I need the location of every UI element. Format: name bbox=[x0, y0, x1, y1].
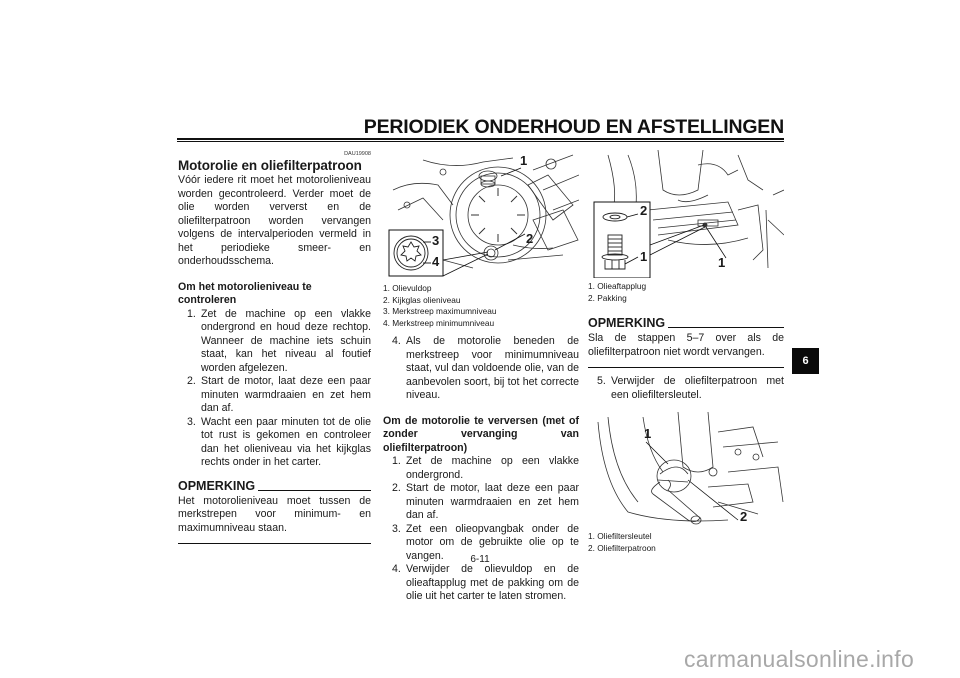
subheading-check-level: Om het motorolieniveau te controleren bbox=[178, 280, 312, 306]
chapter-tab: 6 bbox=[792, 348, 819, 374]
step-item: 4. Verwijder de olievuldop en de olieaftapplug met de pakking om de olie uit het carter te laten stromen. bbox=[392, 563, 579, 602]
header-rule-thin bbox=[177, 141, 784, 142]
caption-item: 1. Olieaftapplug bbox=[588, 281, 647, 291]
note-end-rule bbox=[178, 543, 371, 544]
caption-item: 1. Oliefiltersleutel bbox=[588, 531, 652, 541]
note-rule bbox=[668, 327, 784, 328]
note-text: Sla de stappen 5–7 over als de oliefilterpatroon niet wordt vervangen. bbox=[588, 332, 784, 358]
figure-label-2: 2 bbox=[640, 203, 648, 218]
figure-label-1b: 1 bbox=[718, 255, 726, 270]
note-box bbox=[588, 316, 784, 368]
check-level-steps-cont bbox=[383, 335, 579, 403]
step-item: 4. Als de motorolie beneden de merkstreep voor minimumniveau staat, vul dan voldoende olie, van de aanbevolen soort, bij tot het correcte niveau. bbox=[392, 335, 579, 401]
step-item: 2. Start de motor, laat deze een paar minuten warmdraaien en zet hem dan af. bbox=[392, 482, 579, 521]
page-header-title: PERIODIEK ONDERHOUD EN AFSTELLINGEN bbox=[363, 116, 784, 138]
check-level-steps bbox=[178, 308, 371, 470]
note-box bbox=[178, 479, 371, 545]
step-item: 5. Verwijder de oliefilterpatroon met een oliefiltersleutel. bbox=[597, 375, 784, 401]
change-oil-steps bbox=[383, 455, 579, 604]
note-end-rule bbox=[588, 367, 784, 368]
engine-oil-illustration bbox=[383, 150, 579, 280]
watermark: carmanualsonline.info bbox=[684, 646, 915, 672]
caption-item: 2. Oliefilterpatroon bbox=[588, 542, 656, 553]
intro-paragraph: Vóór iedere rit moet het motorolieniveau worden gecontroleerd. Verder moet de olie worden ververst en de oliefilterpatroon worden vervangen volgens de intervalperioden vermeld in het periodieke smeer- en onderhoudsschema. bbox=[178, 174, 371, 267]
figure-label-2: 2 bbox=[740, 509, 748, 524]
figure-label-1: 1 bbox=[644, 426, 652, 441]
figure-label-1: 1 bbox=[640, 249, 648, 264]
page-number: 6-11 bbox=[470, 554, 490, 565]
note-title: OPMERKING bbox=[588, 316, 666, 330]
step-item: 3. Wacht een paar minuten tot de olie tot rust is gekomen en controleer dan het olieniveau via het kijkglas rechts onder in het carter. bbox=[187, 415, 371, 468]
step-item: 3. Zet een olieopvangbak onder de motor om de gebruikte olie op te vangen. bbox=[392, 522, 579, 562]
column-1 bbox=[178, 150, 371, 544]
figure-label-2: 2 bbox=[526, 231, 534, 246]
figure-oil-level bbox=[383, 150, 579, 280]
caption-item: 2. Pakking bbox=[588, 292, 627, 303]
step-item: 1. Zet de machine op een vlakke ondergrond. bbox=[392, 455, 579, 481]
column-2 bbox=[383, 150, 579, 604]
note-rule bbox=[258, 490, 371, 491]
figure-label-4: 4 bbox=[432, 254, 440, 269]
filter-steps bbox=[588, 375, 784, 402]
note-title: OPMERKING bbox=[178, 478, 256, 493]
figure-caption bbox=[383, 283, 579, 329]
caption-item: 2. Kijkglas olieniveau bbox=[383, 294, 461, 305]
figure-label-3: 3 bbox=[432, 233, 440, 248]
note-text: Het motorolieniveau moet tussen de merkstrepen voor minimum- en maximumniveau staan. bbox=[178, 494, 371, 534]
figure-caption bbox=[588, 281, 784, 304]
drain-plug-illustration bbox=[588, 150, 784, 278]
filter-wrench-illustration bbox=[588, 412, 784, 528]
caption-item: 3. Merkstreep maximumniveau bbox=[383, 306, 497, 316]
figure-filter-wrench bbox=[588, 412, 784, 528]
document-code: DAU19908 bbox=[344, 151, 371, 157]
caption-item: 1. Olievuldop bbox=[383, 283, 432, 293]
figure-label-1: 1 bbox=[520, 153, 528, 168]
step-item: 1. Zet de machine op een vlakke ondergrond en houd deze rechtop. Wanneer de machine iets schuin staat, kan het niveau al foutief worden afgelezen. bbox=[187, 307, 371, 374]
step-item: 2. Start de motor, laat deze een paar minuten warmdraaien en zet hem dan af. bbox=[187, 375, 371, 414]
section-title: Motorolie en oliefilterpatroon bbox=[178, 158, 362, 173]
header-rule bbox=[177, 138, 784, 140]
figure-drain-plug bbox=[588, 150, 784, 278]
subheading-change-oil: Om de motorolie te verversen (met of zonder vervanging van oliefilterpatroon) bbox=[383, 414, 579, 454]
column-3 bbox=[588, 150, 784, 554]
caption-item: 4. Merkstreep minimumniveau bbox=[383, 317, 495, 328]
figure-caption bbox=[588, 531, 784, 554]
